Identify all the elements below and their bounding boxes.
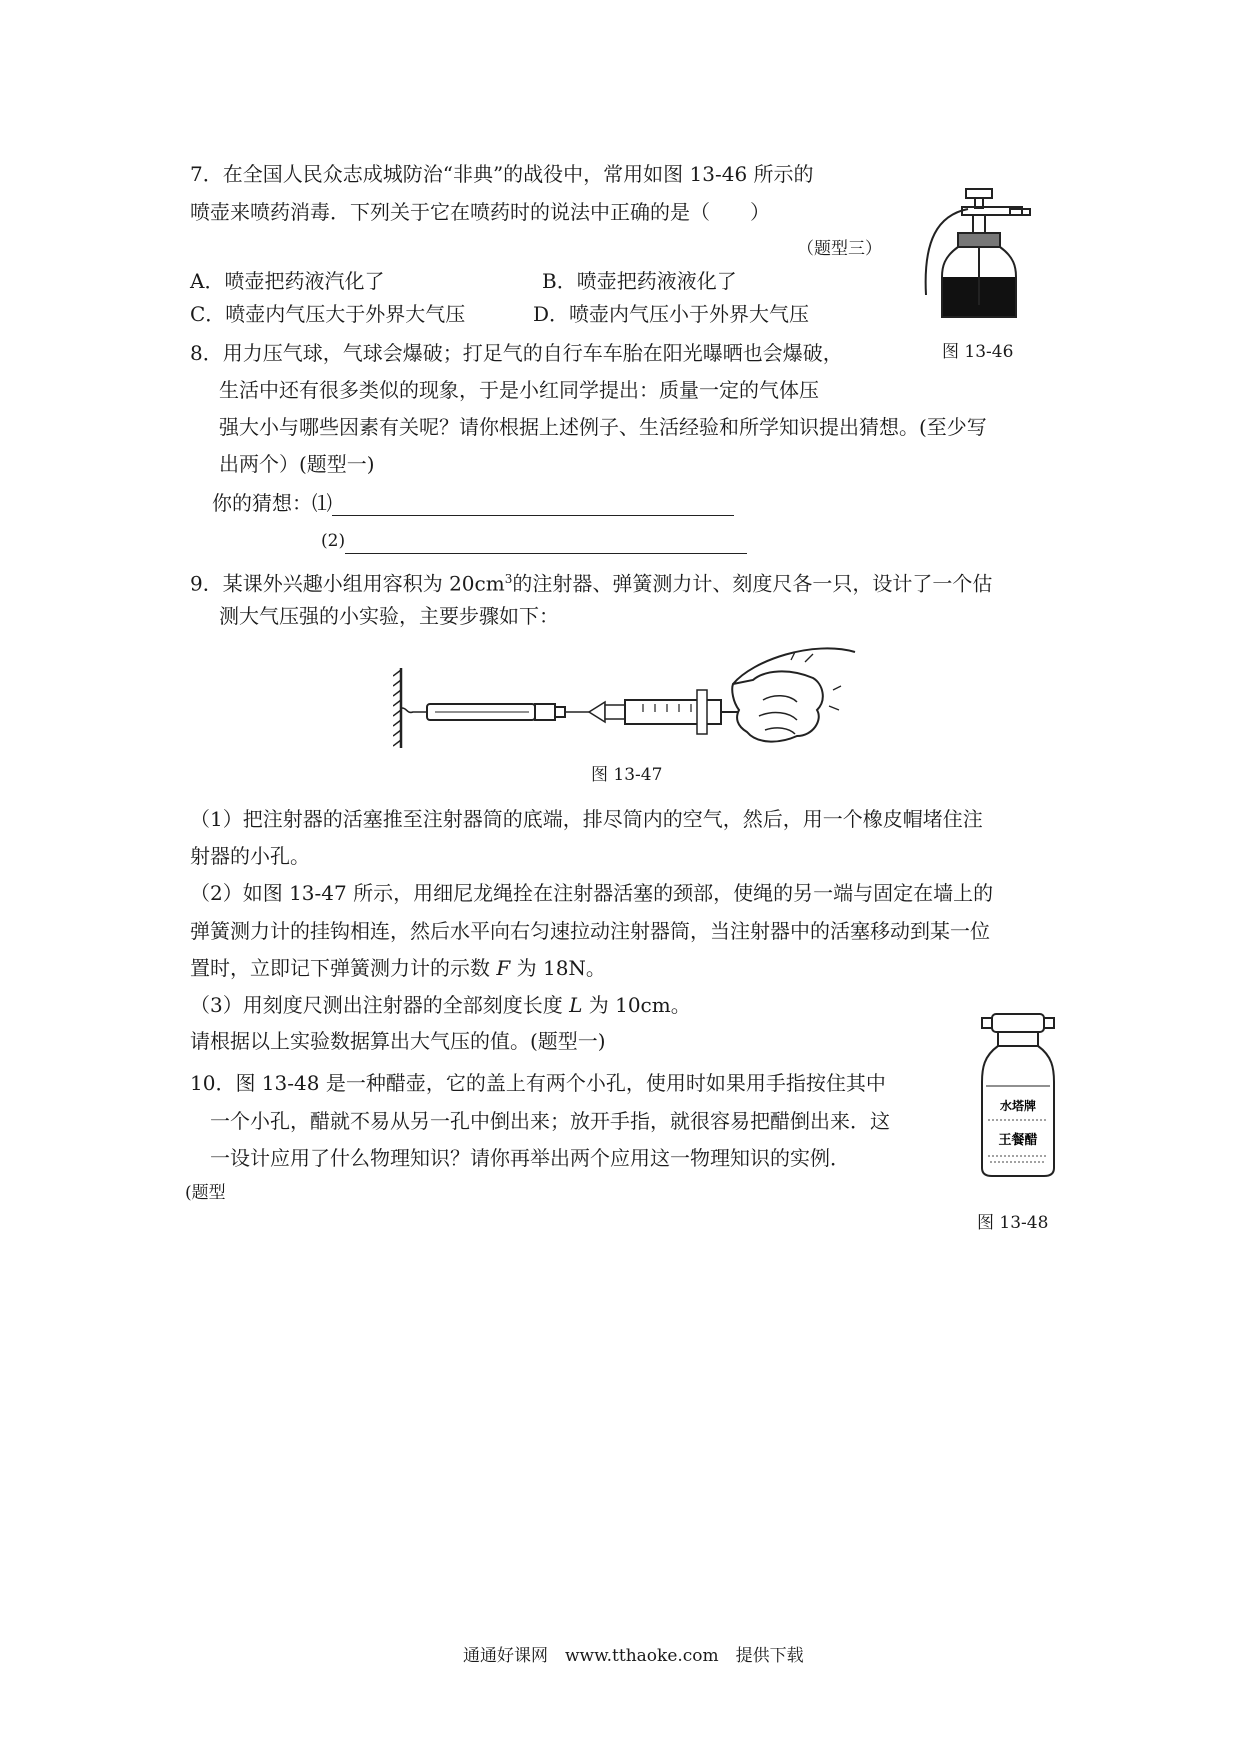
q8-guess-2 [321,526,747,554]
syringe-experiment-figure [393,640,863,752]
q9-line1-b: 的注射器、弹簧测力计、刻度尺各一只，设计了一个估 [512,571,993,596]
q8-guess-1 [212,490,734,516]
q8-line3: 强大小与哪些因素有关呢？请你根据上述例子、生活经验和所学知识提出猜想。(至少写 [219,415,987,439]
q9-line2: 测大气压强的小实验，主要步骤如下： [219,604,559,628]
q9-step2-c-a: 置时，立即记下弹簧测力计的示数 [190,956,497,980]
q7-line2: 喷壶来喷药消毒．下列关于它在喷药时的说法中正确的是（ ） [190,200,770,224]
figure-13-46-caption: 图 13-46 [942,342,1014,362]
q7-line1: 7．在全国人民众志成城防治“非典”的战役中，常用如图 13-46 所示的 [190,162,814,186]
bottle-name-text: 王餐醋 [998,1133,1038,1148]
answer-blank-2[interactable] [345,535,747,554]
q9-step2-a: （2）如图 13-47 所示，用细尼龙绳拴在注射器活塞的颈部，使绳的另一端与固定在墙上的 [190,881,994,905]
q8-line2: 生活中还有很多类似的现象，于是小红同学提出：质量一定的气体压 [219,378,819,402]
footer-download-note: 通通好课网 www.tthaoke.com 提供下载 [463,1646,804,1666]
q7-tag: （题型三） [797,239,882,259]
q9-step3 [190,992,691,1018]
q9-line1-sup: 3 [504,572,513,586]
q9-line1 [190,566,992,597]
q10-line1: 10．图 13-48 是一种醋壶，它的盖上有两个小孔，使用时如果用手指按住其中 [190,1071,886,1095]
q9-step1-a: （1）把注射器的活塞推至注射器筒的底端，排尽筒内的空气，然后，用一个橡皮帽堵住注 [190,807,983,831]
q8-line1: 8．用力压气球，气球会爆破；打足气的自行车车胎在阳光曝晒也会爆破， [190,341,843,365]
q8-line4: 出两个）(题型一) [219,452,375,476]
q10-line2: 一个小孔，醋就不易从另一孔中倒出来；放开手指，就很容易把醋倒出来．这 [210,1109,890,1133]
guess-2-label: (2) [321,531,346,551]
q10-line4: (题型 [185,1183,226,1203]
q9-ask: 请根据以上实验数据算出大气压的值。(题型一) [190,1029,606,1053]
answer-blank-1[interactable] [332,497,734,516]
q9-step3-b: 为 10cm。 [582,993,691,1017]
length-variable: L [569,993,583,1017]
q9-step1-b: 射器的小孔。 [190,844,310,868]
spray-bottle-figure [918,185,1048,325]
figure-13-48-caption: 图 13-48 [977,1213,1049,1233]
q10-line3: 一设计应用了什么物理知识？请你再举出两个应用这一物理知识的实例． [210,1146,850,1170]
q7-option-d: D．喷壶内气压小于外界大气压 [533,302,810,326]
q7-option-b: B．喷壶把药液液化了 [542,269,737,293]
q9-step2-b: 弹簧测力计的挂钩相连，然后水平向右匀速拉动注射器筒，当注射器中的活塞移动到某一位 [190,919,990,943]
q9-line1-a: 9．某课外兴趣小组用容积为 20cm [190,571,505,596]
q9-step2-c-b: 为 18N。 [510,956,606,980]
q9-step2-c [190,955,606,981]
bottle-brand-text: 水塔牌 [999,1099,1037,1113]
vinegar-bottle-figure [978,1012,1060,1178]
figure-13-47-caption: 图 13-47 [591,765,663,785]
q7-option-a: A．喷壶把药液汽化了 [190,269,385,293]
guess-1-label: 你的猜想：⑴ [212,491,332,515]
q9-step3-a: （3）用刻度尺测出注射器的全部刻度长度 [190,993,570,1017]
q7-option-c: C．喷壶内气压大于外界大气压 [190,302,466,326]
force-variable: F [496,956,511,980]
